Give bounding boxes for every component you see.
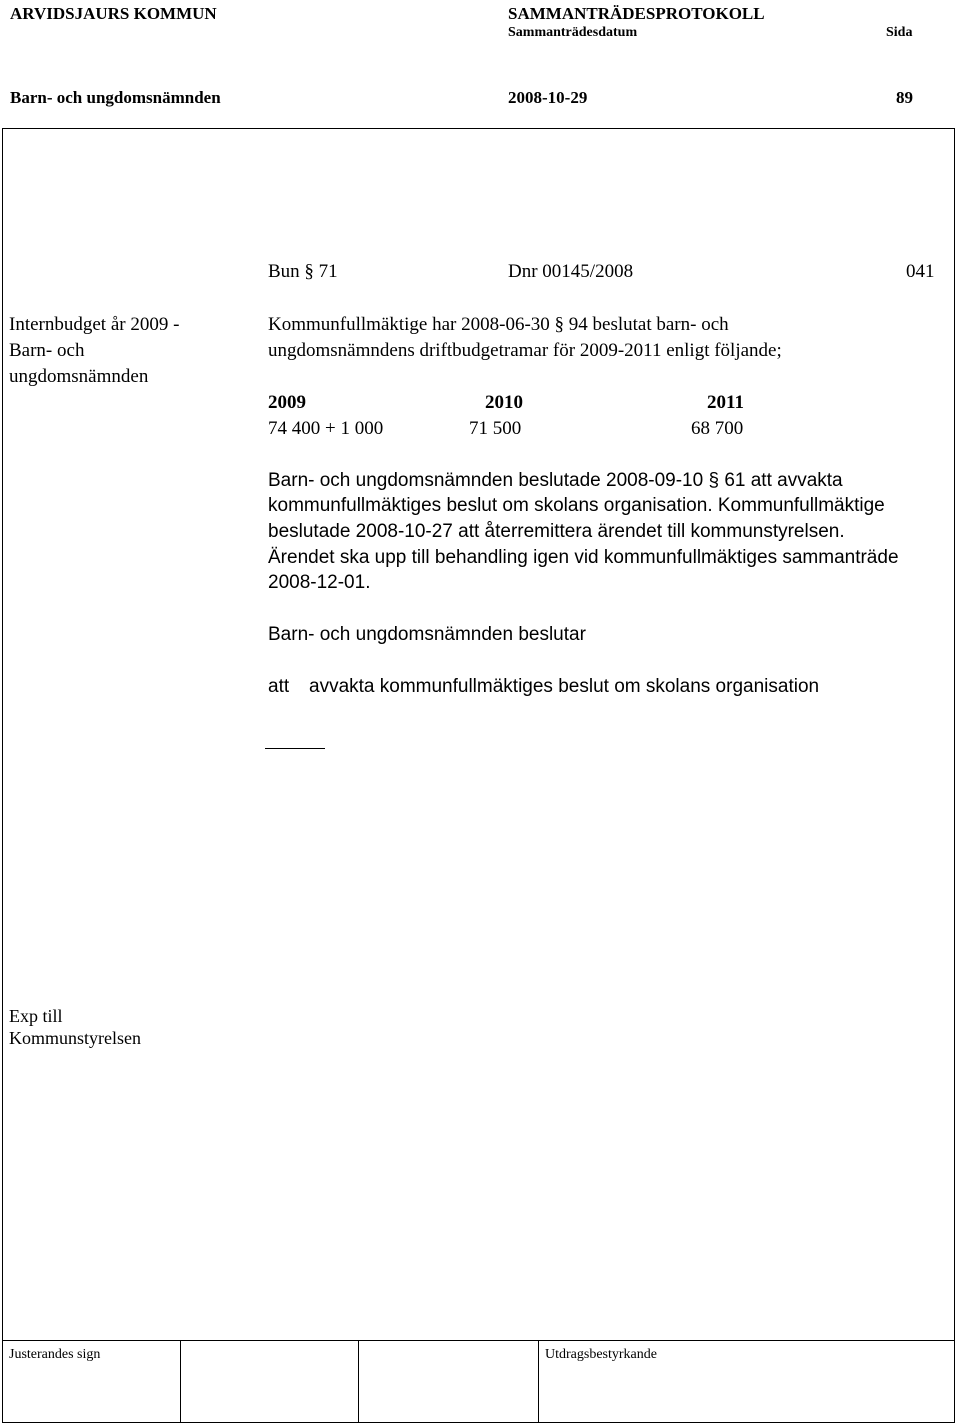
- paragraph-line: 2008-12-01.: [268, 572, 371, 593]
- signature-divider: [538, 1341, 539, 1423]
- intro-line: ungdomsnämndens driftbudgetramar för 2009-2011 enligt följande;: [268, 340, 782, 361]
- separator-rule: [265, 748, 325, 749]
- paragraph-line: kommunfullmäktiges beslut om skolans organisation. Kommunfullmäktige: [268, 495, 885, 516]
- paragraph-line: Ärendet ska upp till behandling igen vid kommunfullmäktiges sammanträde: [268, 547, 899, 568]
- budget-year: 2010: [485, 392, 523, 413]
- date-label: Sammanträdesdatum: [508, 25, 638, 40]
- case-code: 041: [906, 261, 935, 282]
- budget-year: 2011: [707, 392, 744, 413]
- decision-text: avvakta kommunfullmäktiges beslut om skolans organisation: [309, 676, 820, 697]
- paragraph-line: beslutade 2008-10-27 att återremittera ärendet till kommunstyrelsen.: [268, 521, 845, 542]
- budget-amount: 71 500: [469, 418, 522, 439]
- margin-heading-line: ungdomsnämnden: [9, 366, 149, 387]
- organization-name: ARVIDSJAURS KOMMUN: [10, 4, 217, 23]
- committee-name: Barn- och ungdomsnämnden: [10, 88, 221, 107]
- margin-heading-line: Barn- och: [9, 340, 85, 361]
- budget-year: 2009: [268, 392, 306, 413]
- page-number: 89: [896, 88, 913, 107]
- signature-row: [2, 1340, 955, 1423]
- expedition-line: Kommunstyrelsen: [9, 1028, 141, 1048]
- meeting-date: 2008-10-29: [508, 88, 588, 107]
- margin-heading-line: Internbudget år 2009 -: [9, 314, 180, 335]
- expedition-line: Exp till: [9, 1006, 63, 1026]
- diary-number: Dnr 00145/2008: [508, 261, 634, 282]
- paragraph-number: Bun § 71: [268, 261, 338, 282]
- intro-line: Kommunfullmäktige har 2008-06-30 § 94 beslutat barn- och: [268, 314, 729, 335]
- page-label: Sida: [886, 25, 913, 40]
- budget-amount: 68 700: [691, 418, 744, 439]
- extract-label: Utdragsbestyrkande: [545, 1347, 657, 1362]
- paragraph-line: Barn- och ungdomsnämnden beslutade 2008-09-10 § 61 att avvakta: [268, 470, 843, 491]
- signature-divider: [180, 1341, 181, 1423]
- signature-divider: [358, 1341, 359, 1423]
- signature-label: Justerandes sign: [9, 1347, 101, 1362]
- budget-amount: 74 400 + 1 000: [268, 418, 384, 439]
- document-type: SAMMANTRÄDESPROTOKOLL: [508, 4, 765, 23]
- decision-heading: Barn- och ungdomsnämnden beslutar: [268, 624, 586, 645]
- decision-att: att: [268, 676, 290, 697]
